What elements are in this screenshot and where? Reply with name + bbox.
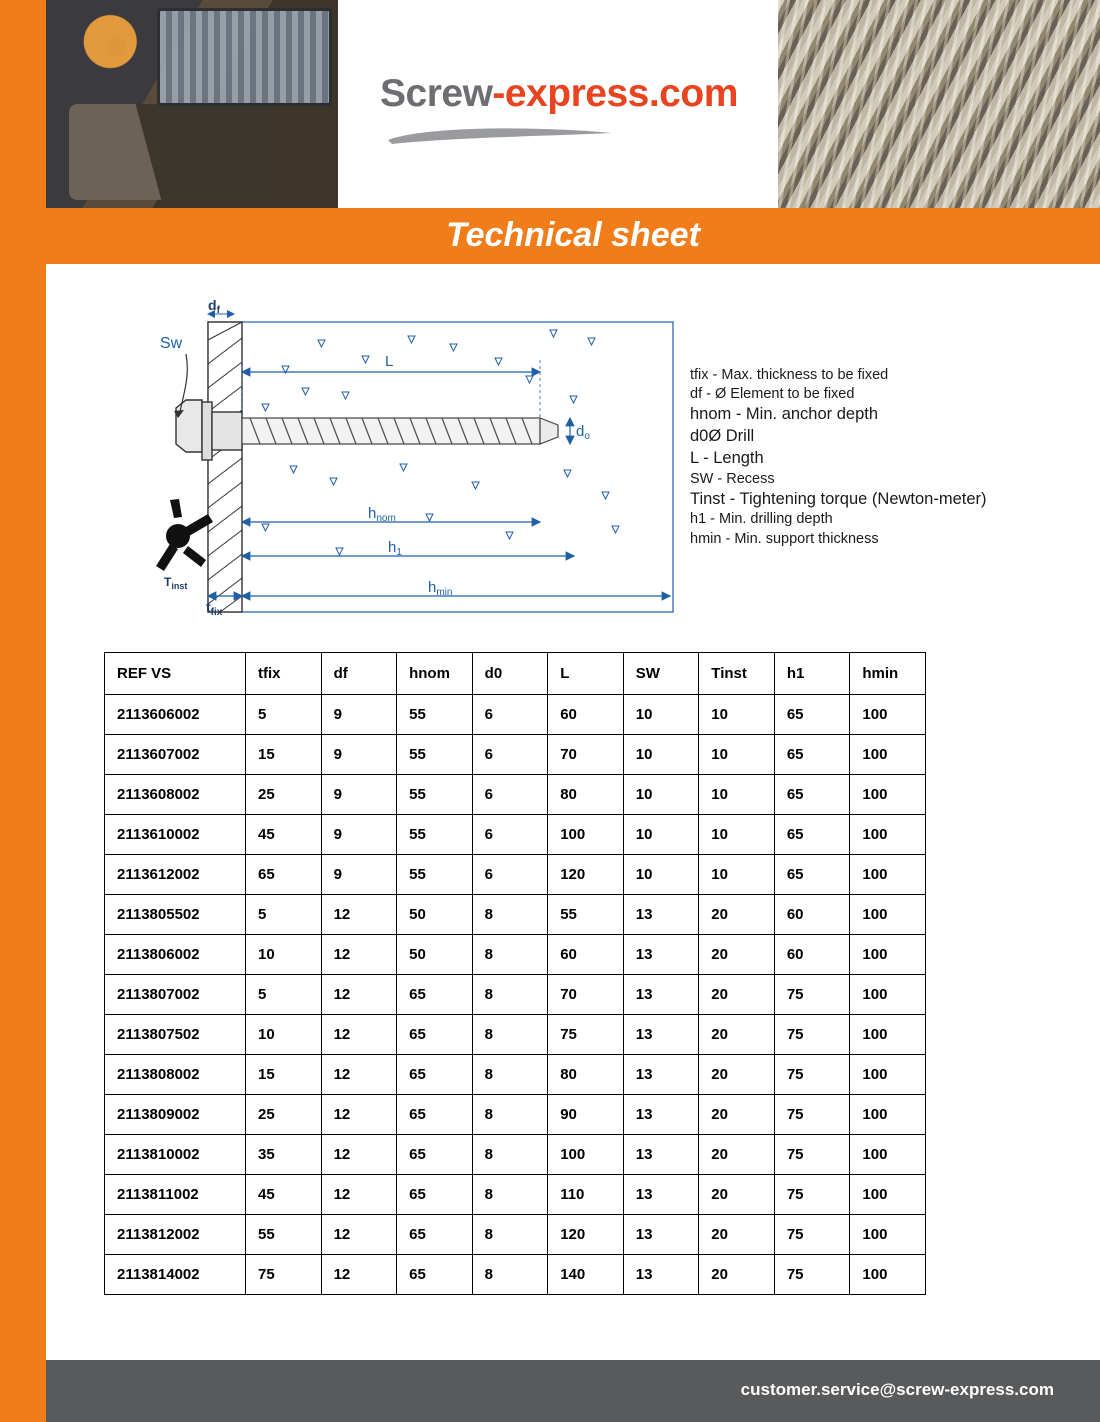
table-cell: 20 xyxy=(699,1055,775,1095)
table-cell: 55 xyxy=(246,1215,322,1255)
table-cell: 75 xyxy=(774,1215,850,1255)
table-cell: 10 xyxy=(699,695,775,735)
legend-item-tinst: Tinst - Tightening torque (Newton-meter) xyxy=(690,489,987,508)
table-cell: 12 xyxy=(321,975,397,1015)
table-cell: 8 xyxy=(472,1135,548,1175)
table-cell: 100 xyxy=(850,1095,926,1135)
table-cell: 5 xyxy=(246,695,322,735)
table-row xyxy=(105,855,926,895)
left-orange-rail xyxy=(0,0,46,1422)
table-cell: 10 xyxy=(623,735,699,775)
table-cell: 90 xyxy=(548,1095,624,1135)
table-cell: 65 xyxy=(774,735,850,775)
table-header-cell: h1 xyxy=(774,653,850,695)
table-cell: 6 xyxy=(472,735,548,775)
table-row xyxy=(105,775,926,815)
table-row xyxy=(105,1215,926,1255)
table-cell: 10 xyxy=(699,855,775,895)
table-header-cell: d0 xyxy=(472,653,548,695)
table-cell: 13 xyxy=(623,975,699,1015)
table-header-cell: Tinst xyxy=(699,653,775,695)
table-cell: 75 xyxy=(774,1255,850,1295)
table-cell: 60 xyxy=(548,935,624,975)
table-cell: 20 xyxy=(699,975,775,1015)
table-header-row xyxy=(105,653,926,695)
table-cell: 80 xyxy=(548,1055,624,1095)
logo-text-screw: Screw xyxy=(380,72,493,115)
table-cell-ref: 2113814002 xyxy=(105,1255,246,1295)
table-cell-ref: 2113808002 xyxy=(105,1055,246,1095)
table-cell: 70 xyxy=(548,975,624,1015)
table-cell: 60 xyxy=(548,695,624,735)
page-title: Technical sheet xyxy=(446,216,700,254)
technical-sheet-title-bar xyxy=(46,208,1100,264)
table-cell: 65 xyxy=(774,815,850,855)
table-cell: 100 xyxy=(548,815,624,855)
table-cell-ref: 2113812002 xyxy=(105,1215,246,1255)
table-cell-ref: 2113610002 xyxy=(105,815,246,855)
table-cell: 8 xyxy=(472,1055,548,1095)
diagram-label-hmin: $h_{min}$ xyxy=(428,579,453,598)
table-cell: 65 xyxy=(774,775,850,815)
diagram-label-h1: $h_1$ xyxy=(388,539,402,558)
table-cell: 120 xyxy=(548,1215,624,1255)
table-cell: 12 xyxy=(321,1255,397,1295)
table-header-cell: hmin xyxy=(850,653,926,695)
table-header-cell: REF VS xyxy=(105,653,246,695)
table-row xyxy=(105,1055,926,1095)
table-cell: 55 xyxy=(397,815,473,855)
table-cell: 8 xyxy=(472,1175,548,1215)
table-cell-ref: 2113607002 xyxy=(105,735,246,775)
table-cell-ref: 2113809002 xyxy=(105,1095,246,1135)
workshop-tools-photo xyxy=(46,0,338,208)
table-cell: 120 xyxy=(548,855,624,895)
table-cell: 8 xyxy=(472,975,548,1015)
table-cell-ref: 2113608002 xyxy=(105,775,246,815)
diagram-legend xyxy=(690,366,1090,549)
table-cell: 45 xyxy=(246,815,322,855)
table-cell: 65 xyxy=(774,695,850,735)
table-cell: 100 xyxy=(850,1015,926,1055)
screws-pile-photo xyxy=(778,0,1100,208)
table-cell: 20 xyxy=(699,1175,775,1215)
table-cell: 20 xyxy=(699,1255,775,1295)
table-cell: 75 xyxy=(774,1055,850,1095)
torque-wrench-icon xyxy=(156,499,213,571)
table-cell: 8 xyxy=(472,1215,548,1255)
table-cell: 60 xyxy=(774,895,850,935)
table-cell: 13 xyxy=(623,1095,699,1135)
table-cell: 100 xyxy=(850,815,926,855)
table-row xyxy=(105,1135,926,1175)
table-cell: 65 xyxy=(397,975,473,1015)
table-cell: 10 xyxy=(623,695,699,735)
table-cell: 13 xyxy=(623,1175,699,1215)
table-cell: 70 xyxy=(548,735,624,775)
table-cell: 55 xyxy=(548,895,624,935)
table-row xyxy=(105,735,926,775)
table-cell: 6 xyxy=(472,775,548,815)
table-cell: 20 xyxy=(699,935,775,975)
table-cell: 20 xyxy=(699,895,775,935)
legend-item-sw: SW - Recess xyxy=(690,470,775,487)
table-cell: 65 xyxy=(397,1095,473,1135)
table-cell: 13 xyxy=(623,1255,699,1295)
table-cell: 10 xyxy=(699,815,775,855)
table-cell: 12 xyxy=(321,1215,397,1255)
table-row xyxy=(105,695,926,735)
table-cell: 110 xyxy=(548,1175,624,1215)
table-row xyxy=(105,975,926,1015)
table-cell: 100 xyxy=(850,695,926,735)
legend-item-df: df - Ø Element to be fixed xyxy=(690,386,855,403)
table-cell-ref: 2113807002 xyxy=(105,975,246,1015)
table-cell: 8 xyxy=(472,1095,548,1135)
table-cell: 12 xyxy=(321,1175,397,1215)
table-cell: 75 xyxy=(774,975,850,1015)
table-cell: 10 xyxy=(623,815,699,855)
table-cell: 10 xyxy=(246,1015,322,1055)
legend-item-h1: h1 - Min. drilling depth xyxy=(690,511,833,528)
legend-item-hmin: hmin - Min. support thickness xyxy=(690,530,879,547)
table-header-cell: tfix xyxy=(246,653,322,695)
table-cell: 8 xyxy=(472,1255,548,1295)
table-cell: 12 xyxy=(321,1095,397,1135)
table-cell: 75 xyxy=(548,1015,624,1055)
table-cell: 65 xyxy=(397,1175,473,1215)
table-cell: 50 xyxy=(397,895,473,935)
table-cell: 65 xyxy=(397,1215,473,1255)
table-cell: 55 xyxy=(397,855,473,895)
table-cell-ref: 2113810002 xyxy=(105,1135,246,1175)
table-cell: 13 xyxy=(623,895,699,935)
diagram-label-sw: Sw xyxy=(160,335,183,352)
footer-orange-corner xyxy=(0,1360,46,1422)
table-cell: 100 xyxy=(850,1055,926,1095)
table-cell: 140 xyxy=(548,1255,624,1295)
anchor-screw-diagram xyxy=(150,300,710,630)
table-cell: 8 xyxy=(472,935,548,975)
table-cell: 20 xyxy=(699,1095,775,1135)
table-cell: 100 xyxy=(850,855,926,895)
table-cell: 100 xyxy=(850,775,926,815)
table-cell: 13 xyxy=(623,1015,699,1055)
table-cell: 100 xyxy=(850,975,926,1015)
specifications-table-wrap xyxy=(104,652,926,1295)
table-cell: 75 xyxy=(774,1135,850,1175)
table-cell: 80 xyxy=(548,775,624,815)
table-cell: 55 xyxy=(397,775,473,815)
table-row xyxy=(105,1015,926,1055)
table-cell: 13 xyxy=(623,1215,699,1255)
diagram-label-df: $d_f$ xyxy=(208,300,220,316)
table-cell: 75 xyxy=(774,1015,850,1055)
table-cell: 9 xyxy=(321,815,397,855)
table-cell: 75 xyxy=(774,1175,850,1215)
table-cell: 9 xyxy=(321,735,397,775)
logo-swoosh-icon xyxy=(386,124,616,146)
table-cell: 10 xyxy=(246,935,322,975)
logo-text-express: -express.com xyxy=(492,72,738,115)
table-cell-ref: 2113805502 xyxy=(105,895,246,935)
table-cell: 65 xyxy=(774,855,850,895)
table-cell: 100 xyxy=(850,1255,926,1295)
table-cell: 55 xyxy=(397,735,473,775)
table-cell: 9 xyxy=(321,775,397,815)
table-cell: 60 xyxy=(774,935,850,975)
table-cell: 65 xyxy=(397,1055,473,1095)
table-cell: 8 xyxy=(472,895,548,935)
table-cell: 15 xyxy=(246,735,322,775)
table-row xyxy=(105,935,926,975)
table-cell: 25 xyxy=(246,1095,322,1135)
table-cell: 8 xyxy=(472,1015,548,1055)
table-row xyxy=(105,1255,926,1295)
diagram-label-d0: $d_o$ xyxy=(576,423,590,442)
table-cell: 75 xyxy=(246,1255,322,1295)
table-cell: 45 xyxy=(246,1175,322,1215)
table-cell: 65 xyxy=(397,1135,473,1175)
table-cell: 5 xyxy=(246,975,322,1015)
diagram-label-L: L xyxy=(385,353,394,370)
table-cell: 12 xyxy=(321,1055,397,1095)
table-cell-ref: 2113811002 xyxy=(105,1175,246,1215)
table-cell: 100 xyxy=(850,895,926,935)
page-header xyxy=(46,0,1100,208)
table-cell: 100 xyxy=(850,1135,926,1175)
table-cell: 55 xyxy=(397,695,473,735)
table-cell: 13 xyxy=(623,1055,699,1095)
table-cell: 65 xyxy=(397,1015,473,1055)
table-cell-ref: 2113612002 xyxy=(105,855,246,895)
table-cell: 12 xyxy=(321,935,397,975)
table-cell: 6 xyxy=(472,695,548,735)
table-cell: 13 xyxy=(623,1135,699,1175)
table-cell: 100 xyxy=(548,1135,624,1175)
table-cell: 100 xyxy=(850,1215,926,1255)
legend-item-tfix: tfix - Max. thickness to be fixed xyxy=(690,367,889,383)
legend-item-d0: d0Ø Drill xyxy=(690,427,755,446)
diagram-label-hnom: $h_{nom}$ xyxy=(368,505,396,524)
legend-item-length: L - Length xyxy=(690,448,764,467)
table-cell: 10 xyxy=(699,735,775,775)
table-cell: 6 xyxy=(472,855,548,895)
table-row xyxy=(105,1175,926,1215)
table-cell: 12 xyxy=(321,895,397,935)
table-cell-ref: 2113807502 xyxy=(105,1015,246,1055)
table-cell: 15 xyxy=(246,1055,322,1095)
table-cell: 100 xyxy=(850,735,926,775)
table-cell: 12 xyxy=(321,1015,397,1055)
table-header-cell: df xyxy=(321,653,397,695)
footer-email: customer.service@screw-express.com xyxy=(740,1380,1054,1399)
table-cell: 10 xyxy=(699,775,775,815)
table-cell: 9 xyxy=(321,695,397,735)
table-cell: 20 xyxy=(699,1135,775,1175)
table-cell: 20 xyxy=(699,1015,775,1055)
table-header-cell: SW xyxy=(623,653,699,695)
table-cell: 65 xyxy=(397,1255,473,1295)
table-header-cell: L xyxy=(548,653,624,695)
table-cell: 20 xyxy=(699,1215,775,1255)
table-cell: 35 xyxy=(246,1135,322,1175)
table-cell: 100 xyxy=(850,1175,926,1215)
specifications-table xyxy=(104,652,926,1295)
table-cell: 5 xyxy=(246,895,322,935)
table-cell-ref: 2113806002 xyxy=(105,935,246,975)
logo-text xyxy=(380,72,738,116)
table-cell: 9 xyxy=(321,855,397,895)
table-cell-ref: 2113606002 xyxy=(105,695,246,735)
table-cell: 50 xyxy=(397,935,473,975)
table-cell: 12 xyxy=(321,1135,397,1175)
page-footer xyxy=(46,1360,1100,1422)
table-row xyxy=(105,815,926,855)
table-cell: 100 xyxy=(850,935,926,975)
table-row xyxy=(105,895,926,935)
brand-logo xyxy=(338,0,778,208)
table-cell: 75 xyxy=(774,1095,850,1135)
legend-item-hnom: hnom - Min. anchor depth xyxy=(690,405,879,424)
table-cell: 25 xyxy=(246,775,322,815)
table-header-cell: hnom xyxy=(397,653,473,695)
table-cell: 6 xyxy=(472,815,548,855)
table-row xyxy=(105,1095,926,1135)
table-cell: 13 xyxy=(623,935,699,975)
diagram-label-tinst: $T_{inst}$ xyxy=(164,575,188,591)
table-cell: 65 xyxy=(246,855,322,895)
table-cell: 10 xyxy=(623,775,699,815)
diagram-label-tfix: $t_{fix}$ xyxy=(206,599,223,618)
table-cell: 10 xyxy=(623,855,699,895)
